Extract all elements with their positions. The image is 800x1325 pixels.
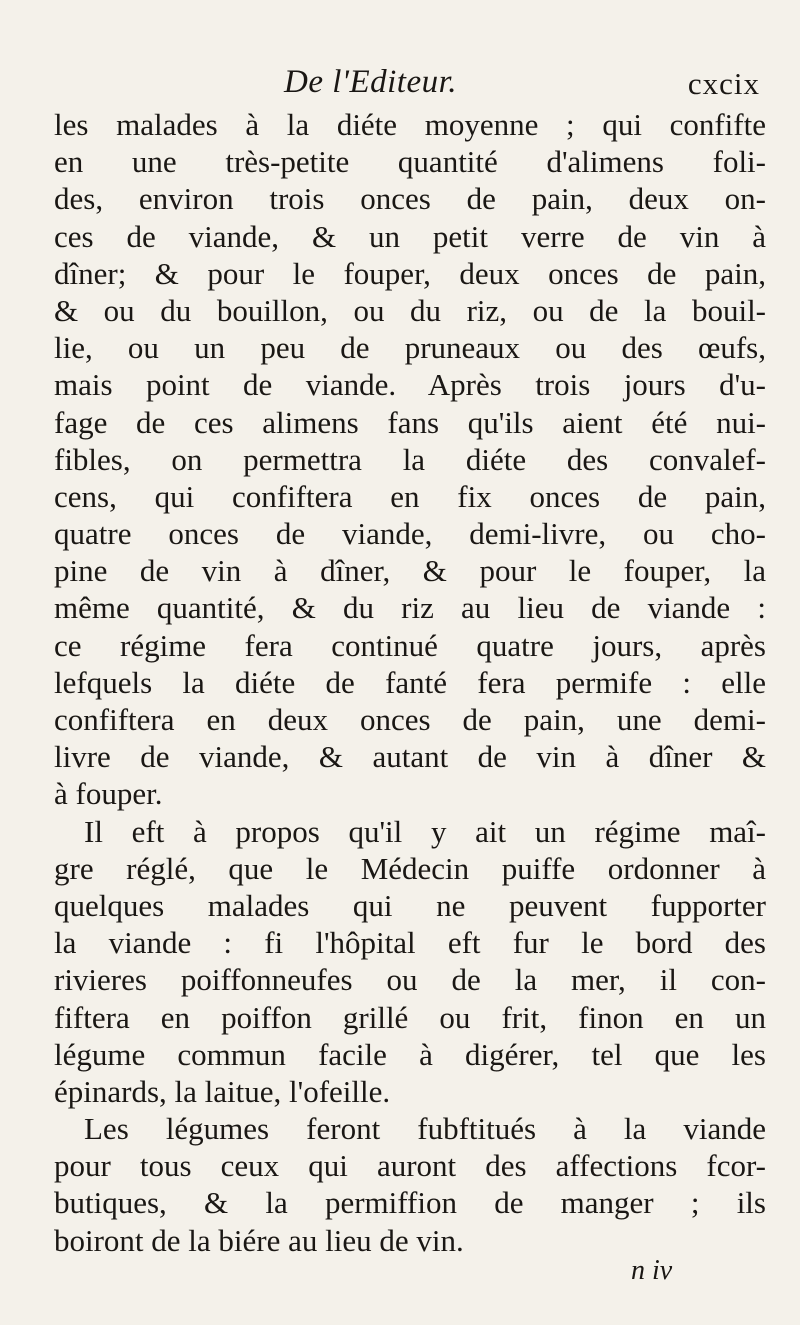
running-head: De l'Editeur. [284, 64, 458, 100]
text-line: lie, ou un peu de pruneaux ou des œufs, [54, 330, 766, 366]
text-line: fage de ces alimens fans qu'ils aient été nui- [54, 404, 766, 440]
catchword: n iv [631, 1255, 673, 1286]
text-line: quatre onces de viande, demi-livre, ou cho- [54, 516, 766, 552]
text-line: en une très-petite quantité d'alimens foli- [54, 144, 766, 180]
text-line: Les légumes feront fubftitués à la viande [84, 1111, 766, 1147]
text-line: gre réglé, que le Médecin puiffe ordonner à [54, 850, 766, 886]
text-line: dîner; & pour le fouper, deux onces de pain, [54, 255, 766, 291]
text-line: à fouper. [54, 776, 163, 812]
text-line: quelques malades qui ne peuvent fupporter [54, 887, 766, 923]
text-line: cens, qui confiftera en fix onces de pain, [54, 478, 766, 514]
text-line: des, environ trois onces de pain, deux on- [54, 181, 766, 217]
text-line: fibles, on permettra la diéte des convalef- [54, 441, 766, 477]
text-line: rivieres poiffonneufes ou de la mer, il con- [54, 962, 766, 998]
text-line: Il eft à propos qu'il y ait un régime maî- [84, 813, 766, 849]
text-line: pour tous ceux qui auront des affections fcor- [54, 1148, 766, 1184]
text-line: ces de viande, & un petit verre de vin à [54, 218, 766, 254]
text-line: livre de viande, & autant de vin à dîner & [54, 739, 766, 775]
text-line: butiques, & la permiffion de manger ; ils [54, 1185, 766, 1221]
text-line: mais point de viande. Après trois jours d'u- [54, 367, 766, 403]
text-line: même quantité, & du riz au lieu de viande : [54, 590, 766, 626]
text-line: épinards, la laitue, l'ofeille. [54, 1073, 391, 1109]
text-line: ce régime fera continué quatre jours, après [54, 627, 766, 663]
text-line: lefquels la diéte de fanté fera permife : elle [54, 664, 766, 700]
text-line: la viande : fi l'hôpital eft fur le bord des [54, 925, 766, 961]
text-line: boiront de la biére au lieu de vin. [54, 1222, 464, 1258]
text-line: confiftera en deux onces de pain, une demi- [54, 702, 766, 737]
text-line: les malades à la diéte moyenne ; qui confifte [54, 107, 766, 142]
page-header [60, 64, 760, 104]
page-number: cxcix [687, 66, 760, 101]
text-line: & ou du bouillon, ou du riz, ou de la bouil- [54, 292, 766, 328]
text-line: pine de vin à dîner, & pour le fouper, la [54, 553, 766, 589]
text-line: légume commun facile à digérer, tel que les [54, 1036, 766, 1072]
text-line: fiftera en poiffon grillé ou frit, finon en un [54, 999, 766, 1035]
body-text [54, 106, 766, 1259]
